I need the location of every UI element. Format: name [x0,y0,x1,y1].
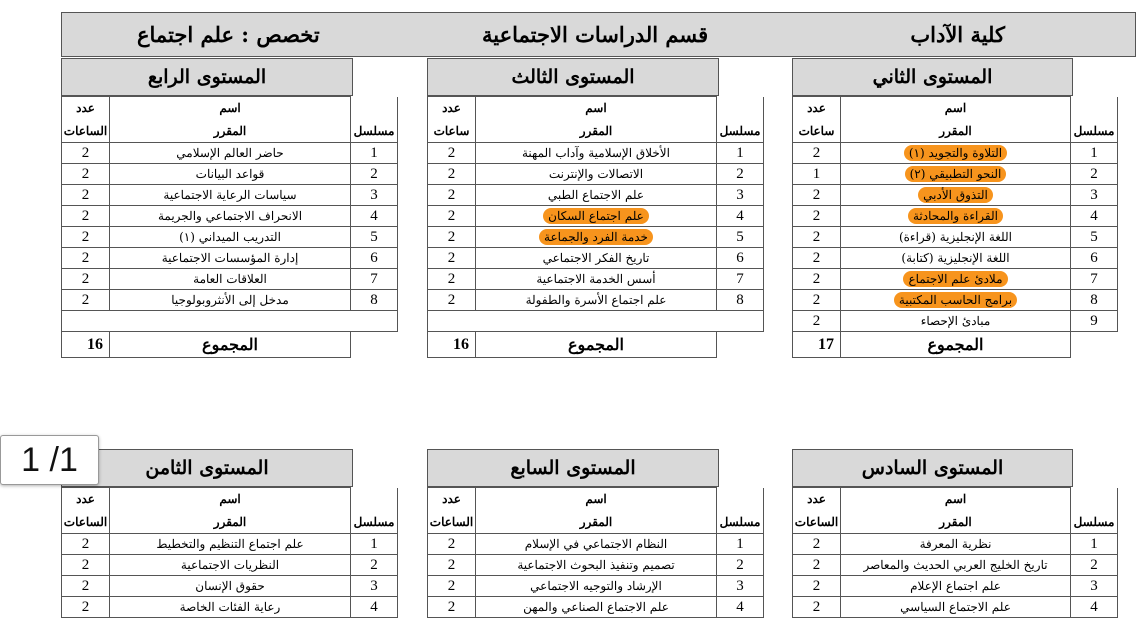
course-name-cell [475,227,716,248]
course-hours: 2 [793,597,841,618]
total-label: المجموع [110,332,351,358]
course-name: علم اجتماع التنظيم والتخطيط [156,537,304,551]
course-name-cell [476,576,717,597]
name-header: المقرر [476,511,717,534]
course-name-cell [840,269,1070,290]
course-serial: 9 [1071,311,1118,332]
course-hours: 2 [62,248,110,269]
hours-header-top: عدد [62,488,110,511]
course-name-cell [110,269,351,290]
specialization-title: تخصص : علم اجتماع [137,22,320,47]
course-name: تاريخ الخليج العربي الحديث والمعاصر [863,558,1048,572]
course-name: قواعد البيانات [195,167,265,181]
course-name: علم الاجتماع السياسي [900,600,1011,614]
course-row [62,143,398,164]
course-serial: 1 [1071,143,1118,164]
level8-table [61,487,398,618]
course-serial: 8 [717,290,764,311]
course-name-cell [110,534,351,555]
course-hours: 2 [62,164,110,185]
course-row [793,227,1118,248]
course-row [793,597,1118,618]
course-serial: 6 [1071,248,1118,269]
course-serial: 3 [351,185,398,206]
course-name: علم الاجتماع الطبي [547,188,645,202]
course-hours: 2 [793,143,841,164]
hours-header-top: عدد [793,97,841,120]
name-header-top: اسم [476,488,717,511]
name-header-top: اسم [110,97,351,120]
course-name: علم اجتماع الإعلام [910,579,1001,593]
level6-title: المستوى السادس [792,449,1073,487]
level2-title: المستوى الثاني [792,58,1073,96]
serial-header-top [351,97,398,120]
total-label: المجموع [475,332,716,358]
level7-table [427,487,764,618]
course-name: النظام الاجتماعي في الإسلام [524,537,668,551]
course-row [428,227,764,248]
course-serial: 1 [717,143,764,164]
course-row [793,269,1118,290]
course-hours: 2 [793,555,841,576]
course-row [428,206,764,227]
course-name-cell [110,555,351,576]
course-serial: 4 [351,206,398,227]
course-hours: 2 [62,290,110,311]
course-name-cell [841,534,1071,555]
course-name: مدخل إلى الأنثروبولوجيا [171,293,289,307]
name-header-top: اسم [841,488,1071,511]
course-serial: 5 [1071,227,1118,248]
course-hours: 2 [62,534,110,555]
course-hours: 1 [793,164,841,185]
course-name-cell [110,206,351,227]
course-hours: 2 [62,576,110,597]
course-serial: 4 [717,206,764,227]
course-row [428,534,764,555]
level7-title: المستوى السابع [427,449,719,487]
course-name: نظرية المعرفة [919,537,992,551]
course-name: حقوق الإنسان [195,579,265,593]
course-serial: 5 [351,227,398,248]
course-row [793,143,1118,164]
course-row [62,164,398,185]
course-hours: 2 [428,290,476,311]
course-hours: 2 [428,597,476,618]
course-name: علم اجتماع الأسرة والطفولة [525,293,667,307]
page-indicator: 1 /1 [0,435,99,485]
course-hours: 2 [428,227,476,248]
empty-row [428,311,764,332]
course-name: أسس الخدمة الاجتماعية [536,272,656,286]
course-hours: 2 [62,269,110,290]
course-serial: 2 [1071,164,1118,185]
empty-cell [62,311,398,332]
name-header: المقرر [840,120,1070,143]
department-title: قسم الدراسات الاجتماعية [482,22,709,47]
course-hours: 2 [62,206,110,227]
course-row [62,206,398,227]
course-row [428,290,764,311]
course-serial: 6 [351,248,398,269]
course-row [793,311,1118,332]
course-serial: 3 [717,576,764,597]
course-hours: 2 [793,311,841,332]
empty-row [62,311,398,332]
course-serial: 3 [1071,576,1118,597]
hours-header: ساعات [793,120,841,143]
course-name-cell [475,164,716,185]
course-name: الإرشاد والتوجيه الاجتماعي [530,579,662,593]
name-header-top: اسم [475,97,716,120]
course-row [793,248,1118,269]
total-row [793,332,1118,358]
course-row [793,206,1118,227]
course-serial: 2 [717,164,764,185]
course-name-cell [110,185,351,206]
course-serial: 3 [717,185,764,206]
name-header: المقرر [110,120,351,143]
course-name-cell [840,143,1070,164]
course-name-cell [476,555,717,576]
course-hours: 2 [793,185,841,206]
college-title: كلية الآداب [910,22,1005,47]
name-header: المقرر [841,511,1071,534]
course-name-cell [110,227,351,248]
hours-header: الساعات [62,511,110,534]
course-serial: 3 [351,576,398,597]
course-row [793,185,1118,206]
course-row [62,185,398,206]
serial-header-top [1071,488,1118,511]
course-name-cell [475,143,716,164]
course-row [428,164,764,185]
course-row [428,143,764,164]
name-header: المقرر [475,120,716,143]
course-hours: 2 [793,290,841,311]
course-name: الانحراف الاجتماعي والجريمة [157,209,303,223]
course-name: سياسات الرعاية الاجتماعية [163,188,297,202]
course-name: تصميم وتنفيذ البحوث الاجتماعية [517,558,675,572]
serial-header: مسلسل [351,511,398,534]
course-name-cell [840,206,1070,227]
course-name: النظريات الاجتماعية [180,558,280,572]
course-serial: 7 [351,269,398,290]
course-hours: 2 [428,576,476,597]
level2-table [792,96,1118,358]
course-row [428,248,764,269]
serial-header: مسلسل [1071,511,1118,534]
course-name: خدمة الفرد والجماعة [539,229,653,245]
name-header: المقرر [110,511,351,534]
course-name: برامج الحاسب المكتبية [894,292,1017,308]
course-hours: 2 [793,248,841,269]
course-row [62,269,398,290]
empty-cell [428,311,764,332]
total-row [428,332,764,358]
course-name-cell [475,206,716,227]
course-hours: 2 [62,185,110,206]
course-name-cell [476,597,717,618]
level8-title: المستوى الثامن [61,449,353,487]
total-spacer [1071,332,1118,358]
course-row [428,185,764,206]
course-name-cell [475,290,716,311]
course-name: إدارة المؤسسات الاجتماعية [161,251,299,265]
course-name-cell [110,248,351,269]
hours-header-top: عدد [793,488,841,511]
course-name: علم اجتماع السكان [543,208,649,224]
course-name-cell [475,269,716,290]
course-name: النحو التطبيقي (٢) [905,166,1007,182]
level3-title: المستوى الثالث [427,58,719,96]
course-row [62,227,398,248]
level4-table [61,96,398,358]
course-serial: 1 [1071,534,1118,555]
course-name: مبادئ الإحصاء [920,314,991,328]
level6-table [792,487,1118,618]
hours-header: الساعات [428,511,476,534]
course-name-cell [110,164,351,185]
course-serial: 3 [1071,185,1118,206]
hours-header-top: عدد [62,97,110,120]
course-hours: 2 [428,185,476,206]
serial-header: مسلسل [1071,120,1118,143]
level4-title: المستوى الرابع [61,58,353,96]
serial-header: مسلسل [351,120,398,143]
course-name-cell [475,185,716,206]
total-spacer [351,332,398,358]
course-name-cell [110,143,351,164]
course-row [793,534,1118,555]
course-name-cell [840,164,1070,185]
course-name: العلاقات العامة [193,272,267,286]
hours-header: الساعات [62,120,110,143]
course-serial: 7 [1071,269,1118,290]
course-name-cell [841,576,1071,597]
course-hours: 2 [62,227,110,248]
hours-header: ساعات [428,120,476,143]
course-name: الاتصالات والإنترنت [548,167,644,181]
level3-table [427,96,764,358]
course-serial: 1 [717,534,764,555]
course-row [62,248,398,269]
course-name-cell [841,555,1071,576]
course-name: تاريخ الفكر الاجتماعي [542,251,650,265]
course-hours: 2 [793,576,841,597]
course-row [62,534,398,555]
hours-header: الساعات [793,511,841,534]
course-serial: 4 [717,597,764,618]
course-serial: 4 [1071,597,1118,618]
course-name-cell [840,185,1070,206]
course-hours: 2 [428,248,476,269]
course-name: الأخلاق الإسلامية وآداب المهنة [521,146,670,160]
course-hours: 2 [428,164,476,185]
total-hours: 17 [793,332,841,358]
course-serial: 2 [1071,555,1118,576]
course-name: التذوق الأدبي [918,187,993,203]
course-name-cell [476,534,717,555]
course-hours: 2 [428,269,476,290]
course-serial: 2 [351,164,398,185]
hours-header-top: عدد [428,488,476,511]
total-hours: 16 [62,332,110,358]
course-serial: 4 [351,597,398,618]
course-name-cell [840,290,1070,311]
total-row [62,332,398,358]
total-spacer [717,332,764,358]
course-row [62,576,398,597]
course-row [428,597,764,618]
course-name-cell [110,290,351,311]
course-serial: 8 [351,290,398,311]
course-hours: 2 [428,206,476,227]
total-label: المجموع [840,332,1070,358]
course-hours: 2 [428,534,476,555]
course-row [428,269,764,290]
course-hours: 2 [62,597,110,618]
course-row [62,555,398,576]
serial-header: مسلسل [717,120,764,143]
serial-header-top [717,97,764,120]
course-serial: 7 [717,269,764,290]
course-name-cell [840,227,1070,248]
hours-header-top: عدد [428,97,476,120]
course-name: رعاية الفئات الخاصة [179,600,281,614]
course-serial: 2 [717,555,764,576]
name-header-top: اسم [840,97,1070,120]
course-row [62,597,398,618]
course-name: التدريب الميداني (١) [179,230,281,244]
course-row [793,290,1118,311]
course-serial: 4 [1071,206,1118,227]
course-hours: 2 [62,143,110,164]
course-row [793,164,1118,185]
course-hours: 2 [793,534,841,555]
serial-header: مسلسل [717,511,764,534]
course-serial: 5 [717,227,764,248]
course-name-cell [110,576,351,597]
course-name: القراءة والمحادثة [908,208,1003,224]
course-name: التلاوة والتجويد (١) [904,145,1007,161]
total-hours: 16 [428,332,476,358]
course-hours: 2 [62,555,110,576]
course-row [793,555,1118,576]
serial-header-top [1071,97,1118,120]
course-serial: 8 [1071,290,1118,311]
course-row [428,555,764,576]
course-hours: 2 [428,555,476,576]
course-name: علم الاجتماع الصناعي والمهن [523,600,669,614]
course-hours: 2 [428,143,476,164]
course-name: اللغة الإنجليزية (كتابة) [901,251,1010,265]
serial-header-top [717,488,764,511]
course-name-cell [475,248,716,269]
course-row [428,576,764,597]
course-hours: 2 [793,227,841,248]
course-name: ملادئ علم الاجتماع [903,271,1007,287]
serial-header-top [351,488,398,511]
name-header-top: اسم [110,488,351,511]
course-serial: 1 [351,534,398,555]
course-name: حاضر العالم الإسلامي [176,146,284,160]
course-serial: 1 [351,143,398,164]
course-hours: 2 [793,269,841,290]
course-row [62,290,398,311]
course-serial: 6 [717,248,764,269]
course-name: اللغة الإنجليزية (قراءة) [898,230,1013,244]
course-name-cell [840,248,1070,269]
course-serial: 2 [351,555,398,576]
course-name-cell [840,311,1070,332]
course-row [793,576,1118,597]
course-hours: 2 [793,206,841,227]
course-name-cell [841,597,1071,618]
sheet-header [61,12,1136,57]
course-name-cell [110,597,351,618]
